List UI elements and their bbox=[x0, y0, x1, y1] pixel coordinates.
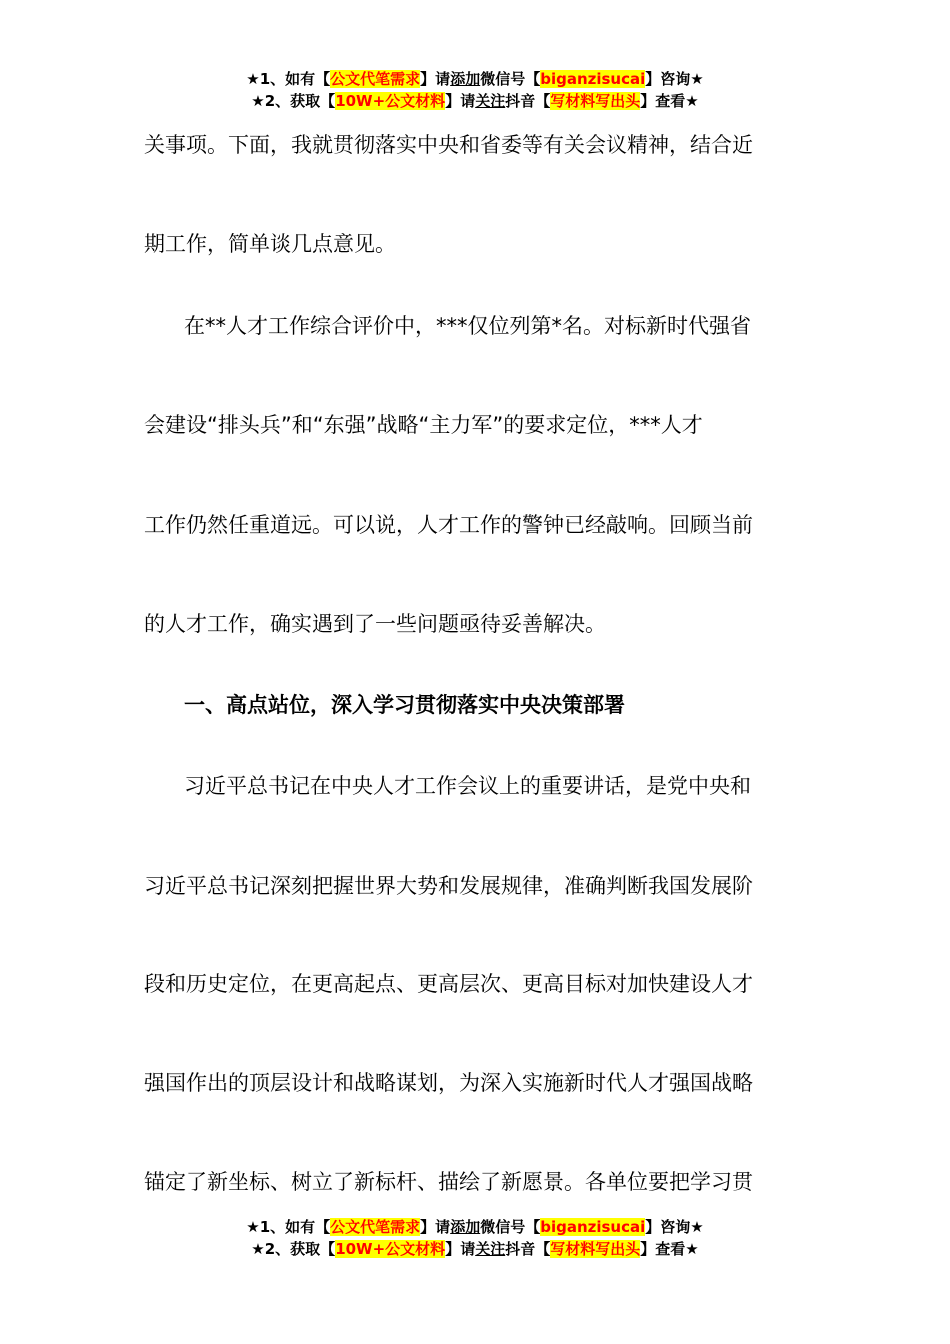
text-line: 的人才工作，确实遇到了一些问题亟待妥善解决。 bbox=[144, 612, 606, 636]
header-banner bbox=[0, 68, 950, 112]
text-line: 关事项。下面，我就贯彻落实中央和省委等有关会议精神，结合近 bbox=[144, 133, 753, 157]
text-line: 会建设“排头兵”和“东强”战略“主力军”的要求定位，***人才 bbox=[144, 413, 703, 437]
text-line: 段和历史定位，在更高起点、更高层次、更高目标对加快建设人才 bbox=[144, 972, 753, 996]
text-line: 习近平总书记在中央人才工作会议上的重要讲话，是党中央和 bbox=[184, 774, 751, 798]
text-line: 工作仍然任重道远。可以说，人才工作的警钟已经敲响。回顾当前 bbox=[144, 513, 753, 537]
text-line: 在**人才工作综合评价中，***仅位列第*名。对标新时代强省 bbox=[184, 314, 751, 338]
text-line: 习近平总书记深刻把握世界大势和发展规律，准确判断我国发展阶 bbox=[144, 874, 753, 898]
text-line: 强国作出的顶层设计和战略谋划，为深入实施新时代人才强国战略 bbox=[144, 1071, 753, 1095]
text-line: 锚定了新坐标、树立了新标杆、描绘了新愿景。各单位要把学习贯 bbox=[144, 1170, 753, 1194]
banner-line-2: ★2、获取【10W+公文材料】请关注抖音【写材料写出头】查看★ bbox=[251, 1240, 699, 1258]
text-line: 期工作，简单谈几点意见。 bbox=[144, 232, 396, 256]
banner-line-2: ★2、获取【10W+公文材料】请关注抖音【写材料写出头】查看★ bbox=[251, 92, 699, 110]
banner-line-1: ★1、如有【公文代笔需求】请添加微信号【biganzisucai】咨询★ bbox=[246, 70, 704, 88]
section-heading: 一、高点站位，深入学习贯彻落实中央决策部署 bbox=[184, 693, 625, 717]
banner-line-1: ★1、如有【公文代笔需求】请添加微信号【biganzisucai】咨询★ bbox=[246, 1218, 704, 1236]
footer-banner bbox=[0, 1216, 950, 1260]
